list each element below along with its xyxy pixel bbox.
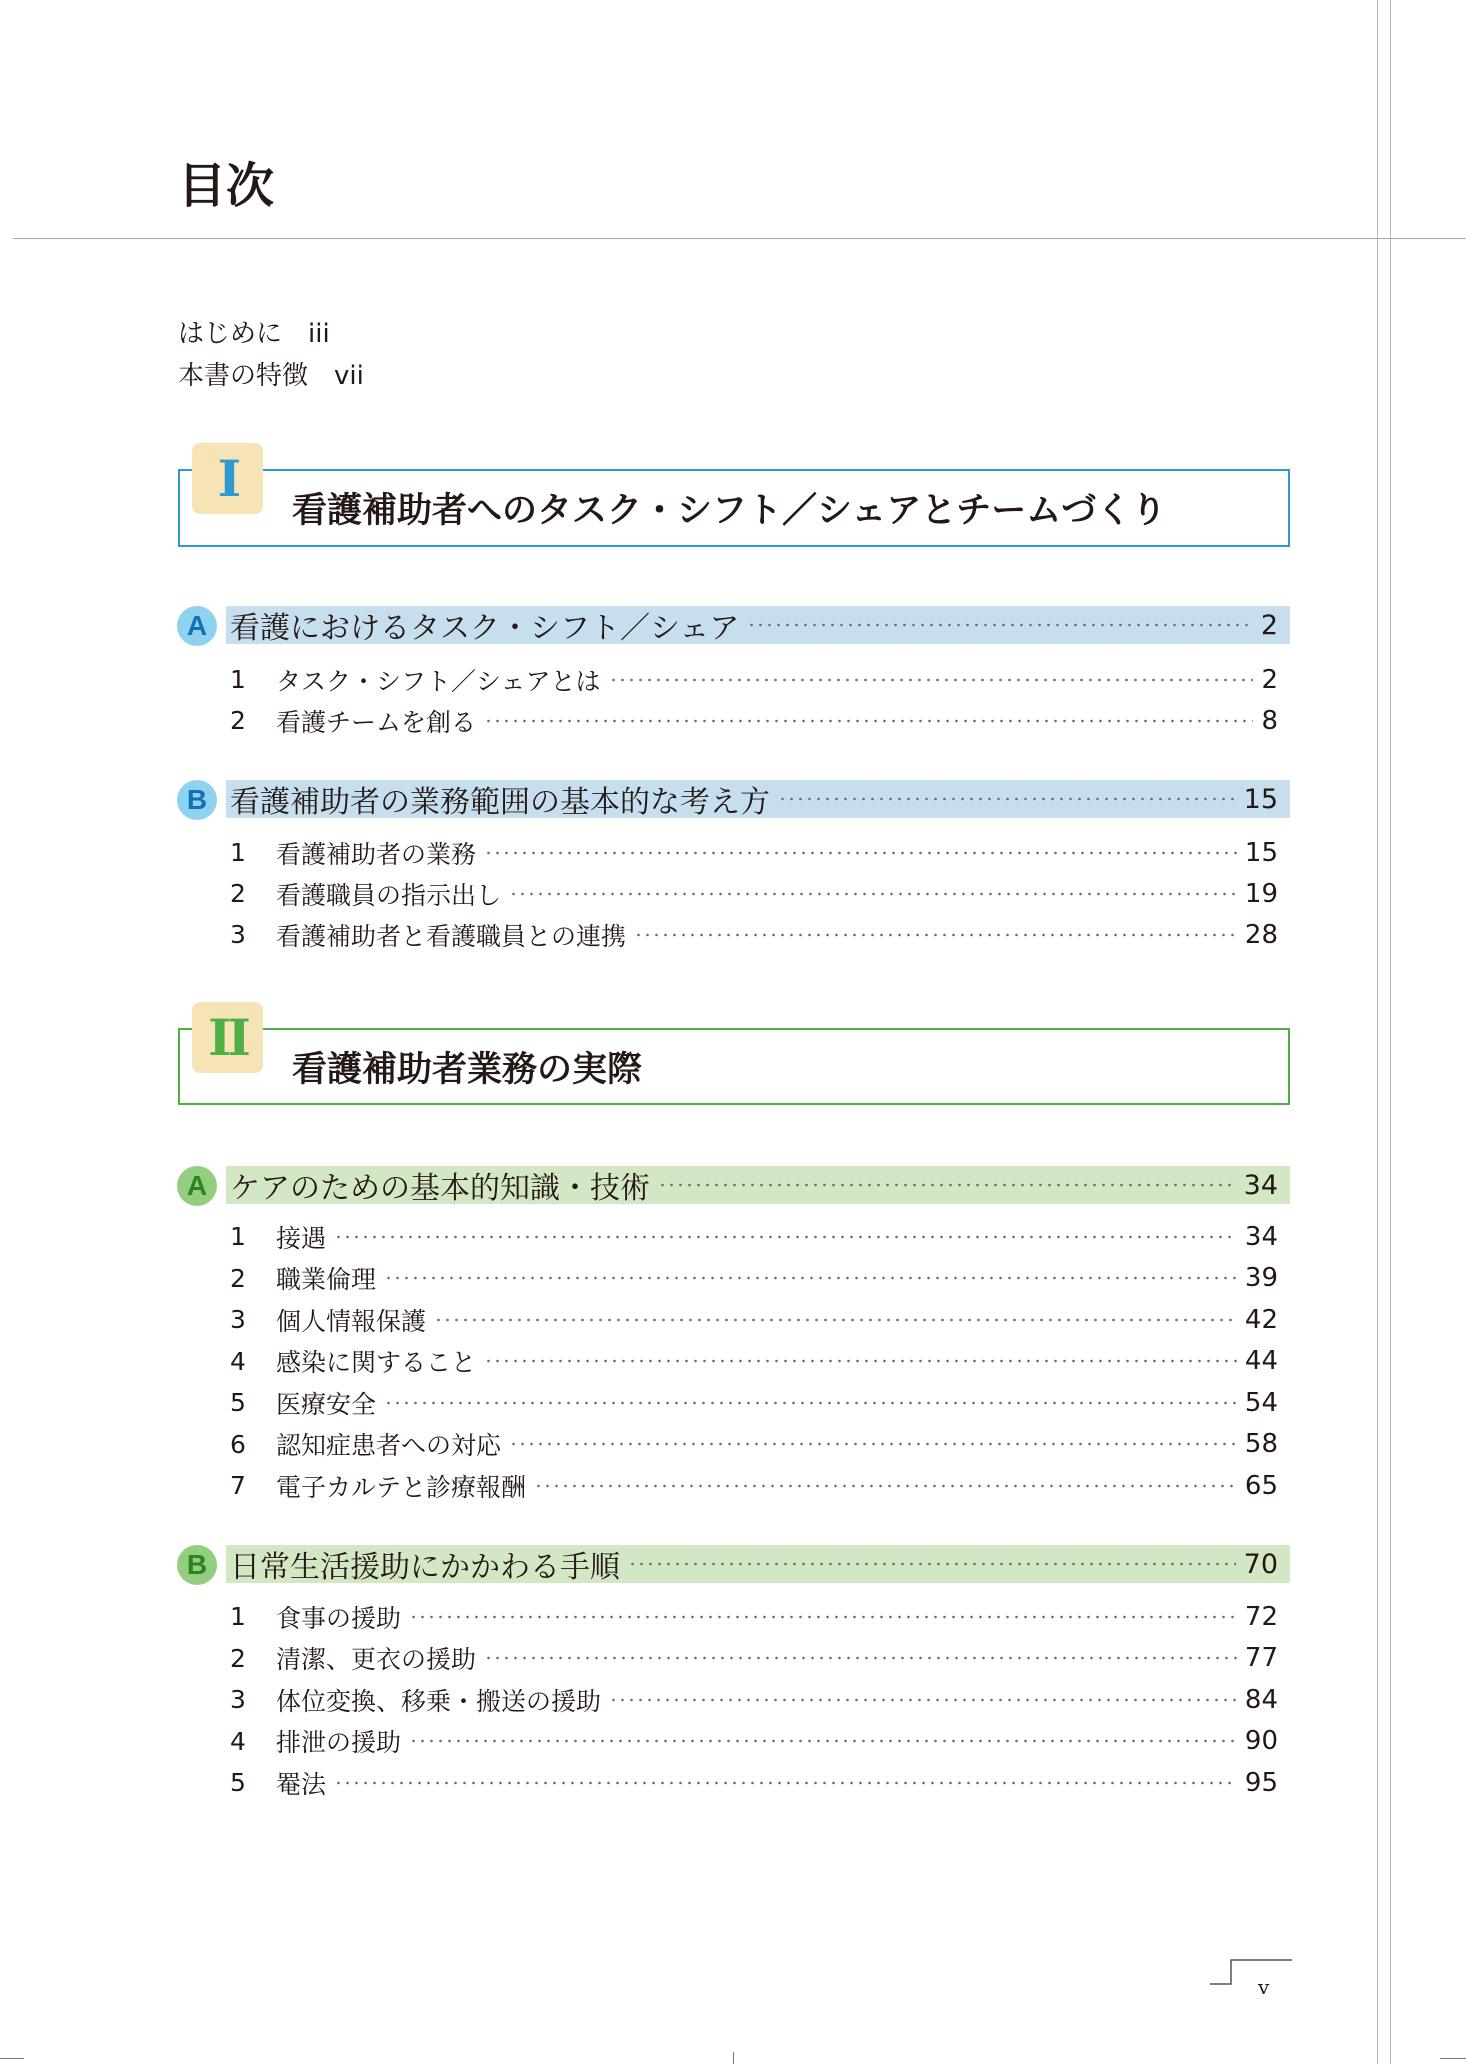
part-numeral-badge	[192, 1002, 263, 1073]
entry-page-number: 90	[1244, 1726, 1278, 1757]
entry-title: 看護補助者と看護職員との連携	[276, 921, 627, 951]
entry-number: 2	[230, 1263, 246, 1293]
entry-page-number: 72	[1244, 1601, 1278, 1632]
entry-number: 1	[230, 1602, 246, 1632]
section-title: 日常生活援助にかかわる手順	[230, 1550, 620, 1585]
entry-title: 個人情報保護	[276, 1306, 427, 1336]
section-page-number: 2	[1260, 609, 1278, 641]
entry-title: 清潔、更衣の援助	[276, 1645, 477, 1675]
entry-title: 接遇	[276, 1223, 327, 1253]
entry-page-number: 15	[1244, 837, 1278, 868]
entry-page-number: iii	[308, 319, 330, 349]
entry-title: 罨法	[276, 1769, 327, 1799]
entry-number: 5	[230, 1388, 246, 1418]
entry-page-number: 84	[1244, 1684, 1278, 1715]
entry-title: 看護チームを創る	[276, 707, 477, 737]
entry-number: 4	[230, 1346, 246, 1376]
entry-title: 電子カルテと診療報酬	[276, 1472, 527, 1502]
entry-title: タスク・シフト／シェアとは	[276, 666, 601, 696]
entry-title: 排泄の援助	[276, 1728, 402, 1758]
section-letter: A	[186, 1170, 208, 1201]
entry-page-number: 28	[1244, 919, 1278, 950]
entry-page-number: 95	[1244, 1767, 1278, 1798]
entry-title: 職業倫理	[276, 1265, 377, 1295]
entry-page-number: 2	[1261, 664, 1278, 695]
entry-page-number: 42	[1244, 1304, 1278, 1335]
section-title: 看護補助者の業務範囲の基本的な考え方	[230, 785, 770, 820]
entry-number: 2	[230, 706, 246, 735]
entry-number: 3	[230, 1685, 246, 1715]
entry-page-number: vii	[334, 361, 364, 391]
section-letter-badge	[177, 606, 217, 646]
part-numeral-badge	[192, 443, 263, 514]
section-page-number: 70	[1243, 1548, 1278, 1580]
entry-number: 4	[230, 1726, 246, 1756]
entry-title: 体位変換、移乗・搬送の援助	[276, 1686, 602, 1716]
section-letter-badge	[177, 1166, 217, 1206]
entry-title: 本書の特徴	[178, 361, 309, 391]
entry-number: 6	[230, 1429, 246, 1459]
entry-page-number: 8	[1261, 705, 1278, 736]
entry-page-number: 34	[1244, 1221, 1278, 1252]
section-letter: A	[186, 610, 208, 641]
entry-number: 3	[230, 920, 246, 949]
entry-page-number: 77	[1244, 1643, 1278, 1674]
entry-page-number: 39	[1244, 1263, 1278, 1294]
entry-title: 認知症患者への対応	[276, 1431, 502, 1461]
section-title: ケアのための基本的知識・技術	[230, 1171, 650, 1206]
section-page-number: 34	[1243, 1169, 1278, 1201]
entry-number: 1	[230, 1222, 246, 1252]
entry-number: 5	[230, 1768, 246, 1798]
entry-title: 医療安全	[276, 1389, 377, 1419]
folio-bracket-line	[1210, 1960, 1292, 1984]
section-page-number: 15	[1243, 783, 1278, 815]
section-letter-badge	[177, 780, 217, 820]
entry-number: 1	[230, 665, 246, 694]
part-title: 看護補助者業務の実際	[292, 1049, 643, 1090]
entry-number: 2	[230, 1643, 246, 1673]
part-numeral: II	[208, 1007, 247, 1067]
entry-number: 3	[230, 1305, 246, 1335]
entry-page-number: 58	[1244, 1429, 1278, 1460]
section-letter: B	[186, 784, 208, 815]
part-numeral: I	[217, 448, 238, 508]
page-number: v	[1258, 1975, 1270, 1999]
page-title: 目次	[178, 158, 275, 214]
section-letter-badge	[177, 1545, 217, 1585]
entry-number: 1	[230, 838, 246, 867]
entry-title: 看護補助者の業務	[276, 839, 477, 869]
entry-page-number: 54	[1244, 1387, 1278, 1418]
entry-page-number: 44	[1244, 1346, 1278, 1377]
entry-number: 7	[230, 1471, 246, 1501]
section-letter: B	[186, 1549, 208, 1580]
entry-title: 食事の援助	[276, 1603, 402, 1633]
entry-number: 2	[230, 879, 246, 908]
part-title: 看護補助者へのタスク・シフト／シェアとチームづくり	[292, 491, 1167, 531]
entry-page-number: 19	[1244, 878, 1278, 909]
entry-title: 看護職員の指示出し	[276, 880, 502, 910]
entry-title: 感染に関すること	[276, 1348, 477, 1378]
entry-page-number: 65	[1244, 1470, 1278, 1501]
entry-title: はじめに	[178, 319, 283, 349]
section-title: 看護におけるタスク・シフト／シェア	[230, 611, 740, 646]
